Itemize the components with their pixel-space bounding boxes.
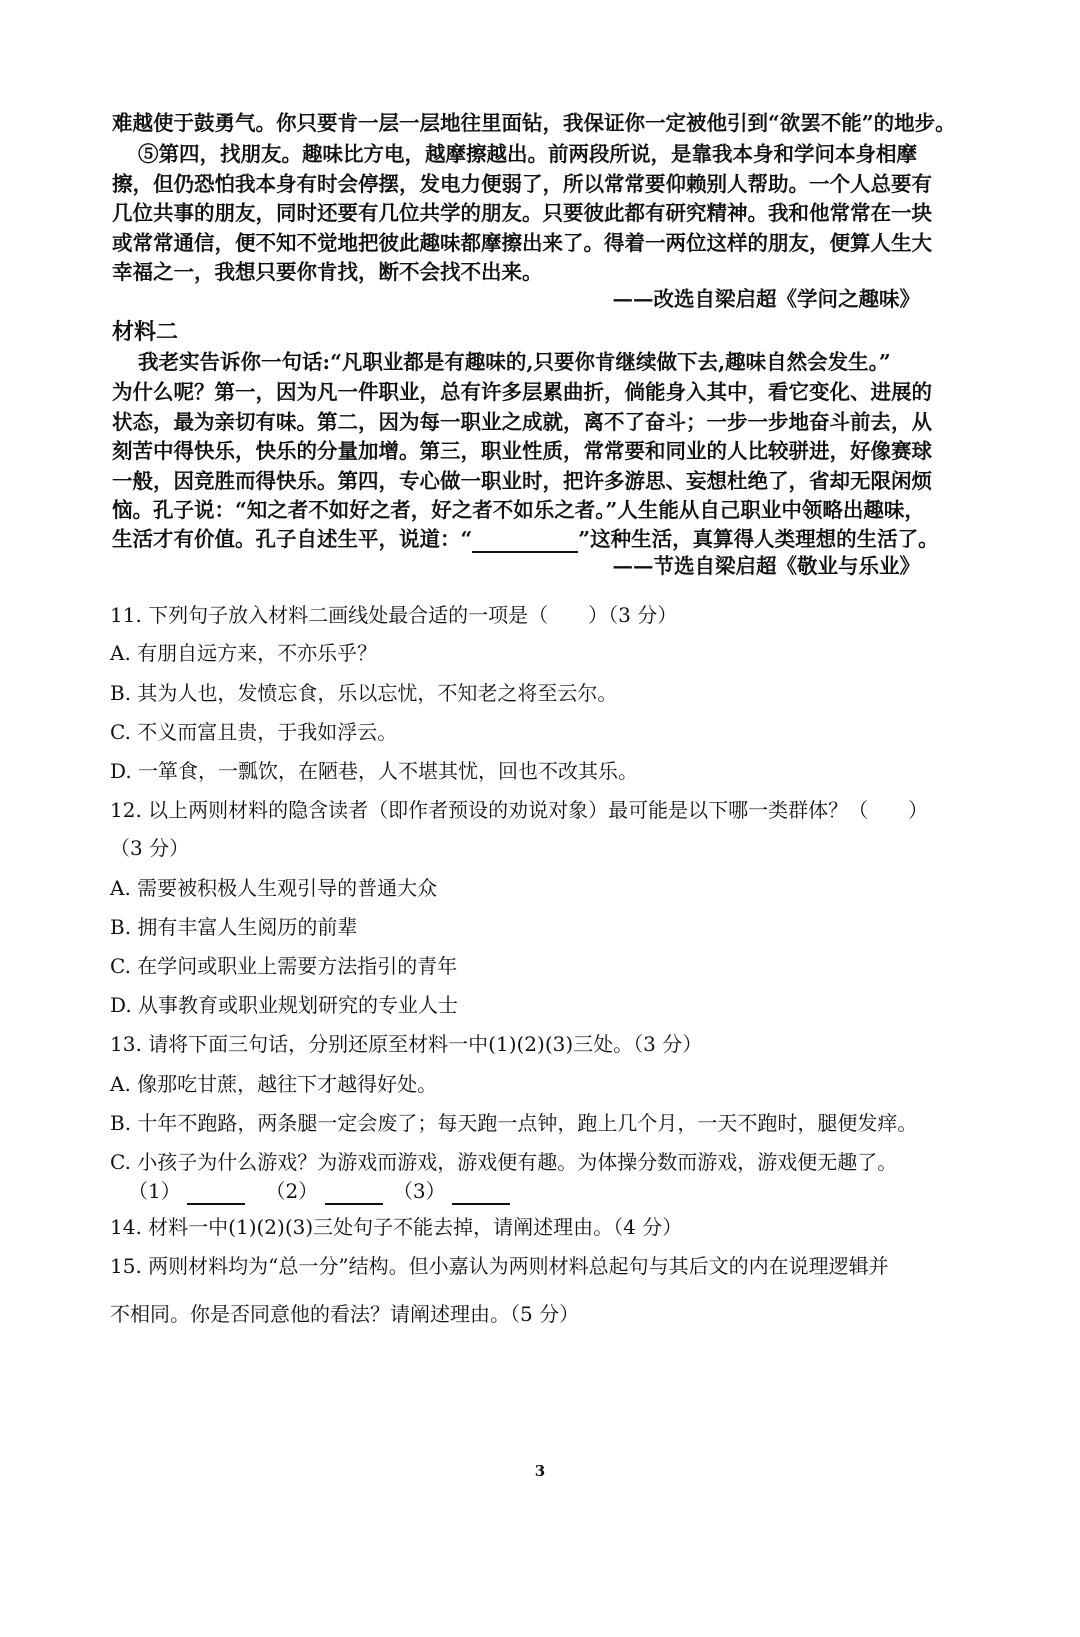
source-attribution: ——改选自梁启超《学问之趣味》 <box>612 287 920 311</box>
option-c: C. 在学问或职业上需要方法指引的青年 <box>110 954 458 978</box>
passage-line: 几位共事的朋友，同时还要有几位共学的朋友。只要彼此都有研究精神。我和他常常在一块 <box>112 201 932 225</box>
answer-blank-3[interactable] <box>452 1179 510 1205</box>
blank-label-1: （1） <box>128 1179 181 1203</box>
passage-line: 刻苦中得快乐，快乐的分量加增。第三，职业性质，常常要和同业的人比较骈进，好像赛球 <box>112 439 932 463</box>
sentence-b: B. 十年不跑路，两条腿一定会废了；每天跑一点钟，跑上几个月，一天不跑时，腿便发痒。 <box>110 1111 918 1135</box>
passage-line: 状态，最为亲切有味。第二，因为每一职业之成就，离不了奋斗；一步一步地奋斗前去，从 <box>112 410 932 434</box>
question-12: 12. 以上两则材料的隐含读者（即作者预设的劝说对象）最可能是以下哪一类群体？（ ） <box>110 798 929 822</box>
answer-blanks <box>128 1175 510 1205</box>
sentence-a: A. 像那吃甘蔗，越往下才越得好处。 <box>110 1072 438 1096</box>
passage-line: 幸福之一，我想只要你肯找，断不会找不出来。 <box>112 260 543 284</box>
passage-line: 我老实告诉你一句话:“凡职业都是有趣味的,只要你肯继续做下去,趣味自然会发生。” <box>138 350 891 374</box>
sentence-c: C. 小孩子为什么游戏？为游戏而游戏，游戏便有趣。为体操分数而游戏，游戏便无趣了。 <box>110 1150 898 1174</box>
passage-line: ⑤第四，找朋友。趣味比方电，越摩擦越出。前两段所说，是靠我本身和学问本身相摩 <box>138 142 917 166</box>
section-heading: 材料二 <box>112 319 179 345</box>
source-attribution: ——节选自梁启超《敬业与乐业》 <box>612 554 920 578</box>
question-15-cont: 不相同。你是否同意他的看法？请阐述理由。（5 分） <box>110 1302 580 1326</box>
passage-text: ”这种生活，真算得人类理想的生活了。 <box>578 527 939 551</box>
question-13: 13. 请将下面三句话，分别还原至材料一中(1)(2)(3)三处。（3 分） <box>110 1032 703 1056</box>
passage-line: 擦，但仍恐怕我本身有时会停摆，发电力便弱了，所以常常要仰赖别人帮助。一个人总要有 <box>112 172 932 196</box>
passage-line: 或常常通信，便不知不觉地把彼此趣味都摩擦出来了。得着一两位这样的朋友，便算人生大 <box>112 231 932 255</box>
passage-line: 一般，因竞胜而得快乐。第四，专心做一职业时，把许多游思、妄想杜绝了，省却无限闲烦 <box>112 469 932 493</box>
passage-line: 为什么呢？第一，因为凡一件职业，总有许多层累曲折，倘能身入其中，看它变化、进展的 <box>112 380 932 404</box>
answer-blank-2[interactable] <box>325 1179 383 1205</box>
option-d: D. 一箪食，一瓢饮，在陋巷，人不堪其忧，回也不改其乐。 <box>110 759 639 783</box>
question-15: 15. 两则材料均为“总一分”结构。但小嘉认为两则材料总起句与其后文的内在说理逻辑并 <box>110 1254 889 1278</box>
page-number: 3 <box>534 1462 546 1480</box>
passage-text: 生活才有价值。孔子自述生平，说道：“ <box>112 527 473 551</box>
question-14: 14. 材料一中(1)(2)(3)三处句子不能去掉，请阐述理由。（4 分） <box>110 1215 683 1239</box>
option-b: B. 拥有丰富人生阅历的前辈 <box>110 915 358 939</box>
passage-line: 难越使于鼓勇气。你只要肯一层一层地往里面钻，我保证你一定被他引到“欲罢不能”的地步。 <box>112 111 956 135</box>
passage-line: 恼。孔子说：“知之者不如好之者，好之者不如乐之者。”人生能从自己职业中领略出趣味， <box>112 498 925 522</box>
fill-blank <box>472 527 578 553</box>
blank-label-3: （3） <box>392 1179 446 1203</box>
option-a: A. 需要被积极人生观引导的普通大众 <box>110 876 438 900</box>
option-a: A. 有朋自远方来，不亦乐乎？ <box>110 641 378 665</box>
option-c: C. 不义而富且贵，于我如浮云。 <box>110 720 398 744</box>
option-b: B. 其为人也，发愤忘食，乐以忘忧，不知老之将至云尔。 <box>110 681 618 705</box>
question-12-points: （3 分） <box>110 836 190 860</box>
option-d: D. 从事教育或职业规划研究的专业人士 <box>110 993 459 1017</box>
question-11: 11. 下列句子放入材料二画线处最合适的一项是（ ）（3 分） <box>110 603 678 627</box>
blank-label-2: （2） <box>265 1179 319 1203</box>
answer-blank-1[interactable] <box>187 1179 245 1205</box>
